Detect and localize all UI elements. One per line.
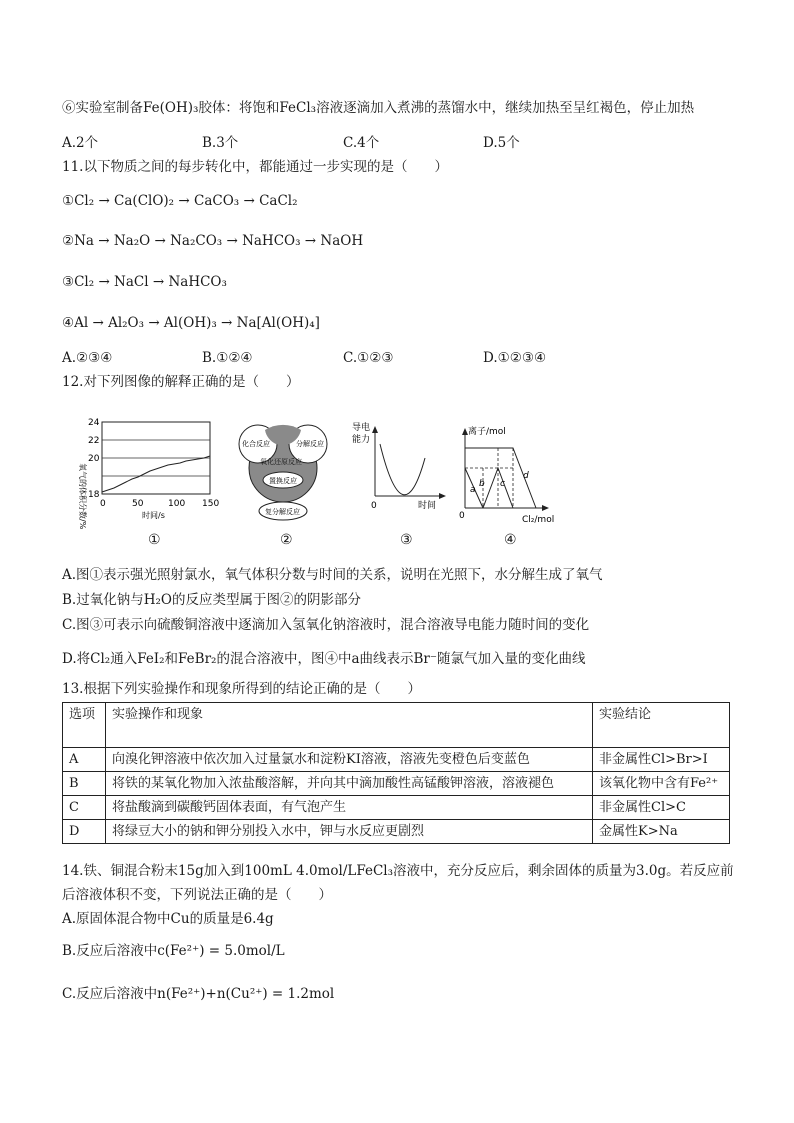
fig1-xlabel: 时间/s xyxy=(142,511,165,520)
figure-2 xyxy=(239,425,327,520)
header-operation: 实验操作和现象 xyxy=(106,703,593,748)
row-c-option: C xyxy=(63,796,106,820)
fig-number-2: ② xyxy=(280,532,293,548)
fig4-label-d: d xyxy=(523,471,529,481)
table-row xyxy=(63,820,730,844)
q11-option-c: C.①②③ xyxy=(343,350,394,366)
fig3-origin: 0 xyxy=(371,501,377,511)
fig2-label-displacement: 置换反应 xyxy=(269,477,297,485)
header-conclusion: 实验结论 xyxy=(593,703,730,748)
figure-1 xyxy=(78,418,219,530)
fig3-ylabel-1: 导电 xyxy=(352,423,371,433)
figure-3 xyxy=(352,421,446,511)
q11-option-a: A.②③④ xyxy=(62,350,113,366)
table-row xyxy=(63,748,730,772)
fig3-curve xyxy=(380,444,425,495)
q14-option-a: A.原固体混合物中Cu的质量是6.4g xyxy=(62,911,274,927)
row-a-option: A xyxy=(63,748,106,772)
q10-option-c: C.4个 xyxy=(343,135,380,151)
fig4-label-c: c xyxy=(500,479,505,489)
fig2-label-metathesis: 复分解反应 xyxy=(265,508,300,516)
q11-item-4: ④Al → Al₂O₃ → Al(OH)₃ → Na[Al(OH)₄] xyxy=(62,315,320,331)
q12-figures xyxy=(70,408,570,558)
fig2-label-redox: 氧化还原反应 xyxy=(260,458,302,466)
fig-number-4: ④ xyxy=(504,532,517,548)
q11-stem: 11.以下物质之间的每步转化中，都能通过一步实现的是（ ） xyxy=(62,159,448,175)
q10-option-a: A.2个 xyxy=(62,135,99,151)
fig1-xtick-100: 100 xyxy=(168,499,186,509)
q12-stem: 12.对下列图像的解释正确的是（ ） xyxy=(62,374,300,390)
fig-number-1: ① xyxy=(148,532,161,548)
fig-number-3: ③ xyxy=(400,532,413,548)
q11-item-1: ①Cl₂ → Ca(ClO)₂ → CaCO₃ → CaCl₂ xyxy=(62,193,298,209)
row-b-conclusion: 该氧化物中含有Fe²⁺ xyxy=(593,772,730,796)
fig1-xtick-50: 50 xyxy=(132,499,144,509)
fig4-x-arrow xyxy=(542,505,549,511)
q13-table xyxy=(62,702,730,844)
row-c-conclusion: 非金属性Cl>C xyxy=(593,796,730,820)
q12-option-b: B.过氧化钠与H₂O的反应类型属于图②的阴影部分 xyxy=(62,592,361,608)
q11-option-d: D.①②③④ xyxy=(483,350,547,366)
fig4-label-b: b xyxy=(479,479,485,489)
q12-option-c: C.图③可表示向硫酸铜溶液中逐滴加入氢氧化钠溶液时，混合溶液导电能力随时间的变化 xyxy=(62,617,590,633)
fig2-label-combination: 化合反应 xyxy=(242,440,270,448)
fig2-label-decomposition: 分解反应 xyxy=(296,440,324,448)
row-d-operation: 将绿豆大小的钠和钾分别投入水中，钾与水反应更剧烈 xyxy=(106,820,593,844)
fig4-origin: 0 xyxy=(459,511,465,521)
q12-option-d: D.将Cl₂通入FeI₂和FeBr₂的混合溶液中，图④中a曲线表示Br⁻随氯气加入量的变化曲线 xyxy=(62,651,586,667)
fig4-ylabel: 离子/mol xyxy=(468,427,506,437)
q14-stem-line-2: 后溶液体积不变，下列说法正确的是（ ） xyxy=(62,887,332,903)
row-b-option: B xyxy=(63,772,106,796)
fig3-y-arrow xyxy=(372,426,378,433)
q10-option-d: D.5个 xyxy=(483,135,520,151)
fig1-ytick-18: 18 xyxy=(88,490,100,500)
fig1-xtick-0: 0 xyxy=(100,499,106,509)
row-d-option: D xyxy=(63,820,106,844)
row-c-operation: 将盐酸滴到碳酸钙固体表面，有气泡产生 xyxy=(106,796,593,820)
fig1-curve xyxy=(102,456,210,492)
row-b-operation: 将铁的某氧化物加入浓盐酸溶解，并向其中滴加酸性高锰酸钾溶液，溶液褪色 xyxy=(106,772,593,796)
q14-option-b: B.反应后溶液中c(Fe²⁺) = 5.0mol/L xyxy=(62,943,285,959)
table-header-row xyxy=(63,703,730,748)
figure-4 xyxy=(459,425,554,525)
q14-option-c: C.反应后溶液中n(Fe²⁺)+n(Cu²⁺) = 1.2mol xyxy=(62,986,335,1002)
q12-option-a: A.图①表示强光照射氯水，氧气体积分数与时间的关系，说明在光照下，水分解生成了氧气 xyxy=(62,567,603,583)
fig3-x-arrow xyxy=(439,493,446,499)
table-row xyxy=(63,772,730,796)
fig4-label-a: a xyxy=(470,485,476,495)
q12-figures-svg xyxy=(70,408,570,558)
fig1-ytick-24: 24 xyxy=(88,418,100,428)
item-6-text: ⑥实验室制备Fe(OH)₃胶体：将饱和FeCl₃溶液逐滴加入煮沸的蒸馏水中，继续加热至呈红褐色，停止加热 xyxy=(62,100,695,116)
q11-item-3: ③Cl₂ → NaCl → NaHCO₃ xyxy=(62,274,227,290)
row-a-conclusion: 非金属性Cl>Br>I xyxy=(593,748,730,772)
row-a-operation: 向溴化钾溶液中依次加入过量氯水和淀粉KI溶液，溶液先变橙色后变蓝色 xyxy=(106,748,593,772)
q10-option-b: B.3个 xyxy=(202,135,239,151)
fig1-ylabel: 氧气的体积分数/% xyxy=(78,463,87,530)
fig3-ylabel-2: 能力 xyxy=(352,435,371,445)
fig1-ytick-22: 22 xyxy=(88,436,100,446)
q13-stem: 13.根据下列实验操作和现象所得到的结论正确的是（ ） xyxy=(62,681,421,697)
row-d-conclusion: 金属性K>Na xyxy=(593,820,730,844)
fig1-ytick-20: 20 xyxy=(88,454,100,464)
table-row xyxy=(63,796,730,820)
fig4-xlabel: Cl₂/mol xyxy=(522,515,555,525)
header-option: 选项 xyxy=(63,703,106,748)
q11-item-2: ②Na → Na₂O → Na₂CO₃ → NaHCO₃ → NaOH xyxy=(62,233,364,249)
fig3-xlabel: 时间 xyxy=(418,501,437,511)
fig1-xtick-150: 150 xyxy=(202,499,220,509)
q11-option-b: B.①②④ xyxy=(202,350,253,366)
q14-stem-line-1: 14.铁、铜混合粉末15g加入到100mL 4.0mol/LFeCl₃溶液中，充分反应后，剩余固体的质量为3.0g。若反应前 xyxy=(62,863,734,879)
